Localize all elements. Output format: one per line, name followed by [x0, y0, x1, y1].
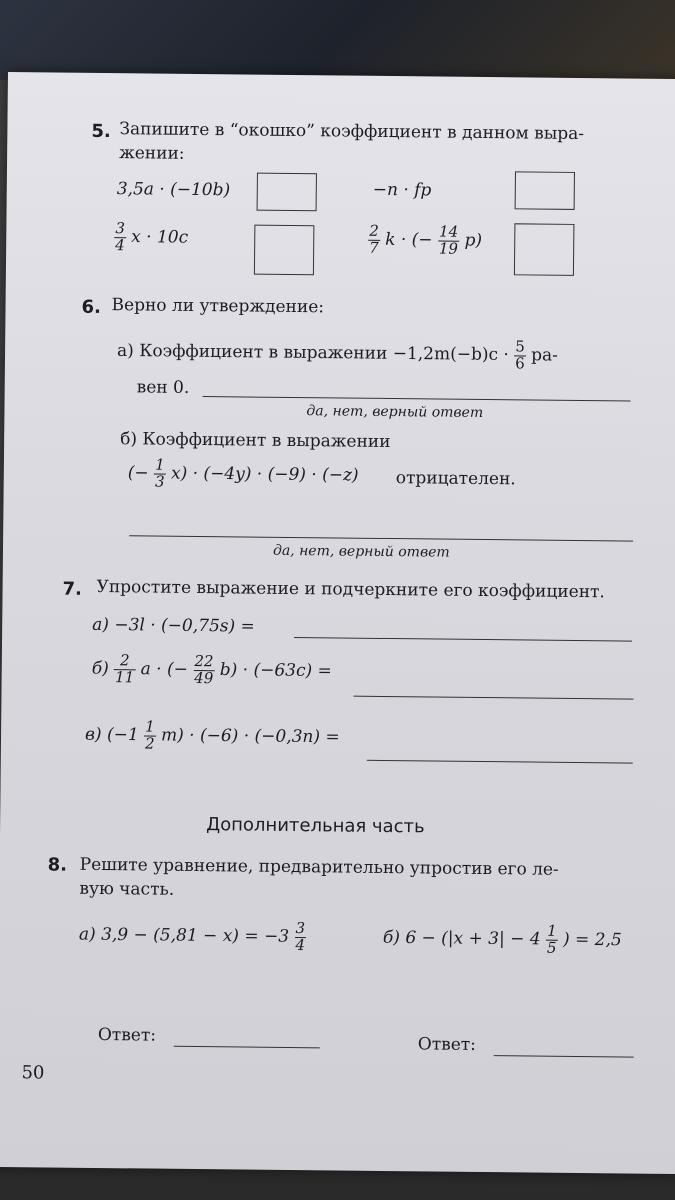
background-top [0, 0, 675, 80]
task-6b-text: б) Коэффициент в выражении [120, 429, 391, 453]
task-8-text-line2: вую часть. [79, 878, 175, 900]
task-7-title: Упростите выражение и подчеркните его коэффициент. [96, 576, 606, 603]
task-7-number: 7. [62, 578, 83, 600]
fraction-5-6: $\frac{5}{6}$ [515, 337, 525, 373]
task-7a-expression: а) −3l · (−0,75s) = [92, 614, 255, 637]
answer-box-d[interactable] [514, 223, 575, 276]
answer-line-6a[interactable] [203, 396, 631, 401]
fraction-1-2: $\frac{1}{2}$ [144, 717, 155, 753]
answer-line-7c[interactable] [367, 760, 633, 764]
task-5-text-line2: жении: [119, 143, 185, 164]
task-7b-expression: б) $\frac{2}{11}$ a · (− $\frac{22}{49}$ b) · (−63c) = [91, 651, 332, 687]
textbook-page [0, 72, 675, 1174]
fraction-22-49: $\frac{22}{49}$ [194, 651, 214, 687]
answer-label-b: Ответ: [417, 1034, 477, 1055]
answer-box-b[interactable] [515, 171, 575, 210]
answer-line-6b[interactable] [129, 535, 633, 541]
task-8b-equation: б) 6 − (|x + 3| − 4 $\frac{1}{5}$ ) = 2,5 [382, 921, 622, 957]
task-6a-line2: вен 0. [136, 377, 190, 398]
task-5-expression-d: $\frac{2}{7}$ k · (− $\frac{14}{19}$ p) [369, 221, 483, 258]
task-6b-expression: (− $\frac{1}{3}$ x) · (−4y) · (−9) · (−z) [127, 455, 359, 491]
task-5-text-line1: Запишите в “окошко” коэффициент в данном выра- [119, 119, 585, 145]
task-6a-hint: да, нет, верный ответ [306, 403, 484, 421]
fraction-14-19: $\frac{14}{19}$ [438, 222, 459, 258]
task-5-expression-c: $\frac{3}{4}$ x · 10c [115, 219, 189, 254]
fraction-1-5: $\frac{1}{5}$ [546, 921, 557, 957]
task-7c-expression: в) (−1 $\frac{1}{2}$ m) · (−6) · (−0,3n) = [84, 717, 340, 753]
answer-box-c[interactable] [254, 225, 315, 276]
answer-box-a[interactable] [257, 173, 317, 212]
answer-line-8b[interactable] [494, 1055, 634, 1057]
page-number: 50 [21, 1062, 45, 1084]
task-6b-tail: отрицателен. [395, 468, 516, 490]
task-5-number: 5. [91, 120, 111, 143]
answer-line-8a[interactable] [174, 1046, 320, 1049]
fraction-3-4: $\frac{3}{4}$ [115, 219, 126, 254]
answer-label-a: Ответ: [97, 1024, 157, 1046]
fraction-3-4-eq: $\frac{3}{4}$ [295, 919, 306, 954]
answer-line-7a[interactable] [294, 637, 632, 642]
task-8-text-line1: Решите уравнение, предварительно упростив его ле- [79, 854, 559, 880]
task-8a-equation: а) 3,9 − (5,81 − x) = −3 $\frac{3}{4}$ [78, 919, 306, 954]
fraction-1-3: $\frac{1}{3}$ [154, 455, 165, 491]
answer-line-7b[interactable] [353, 696, 633, 700]
task-5-expression-b: −n · fp [372, 179, 432, 201]
fraction-2-11: $\frac{2}{11}$ [114, 651, 135, 687]
fraction-2-7: $\frac{2}{7}$ [369, 221, 379, 257]
task-6-number: 6. [81, 296, 102, 318]
task-6-title: Верно ли утверждение: [111, 295, 325, 318]
task-6b-hint: да, нет, верный ответ [272, 542, 450, 561]
task-6a-text: а) Коэффициент в выражении −1,2m(−b)c · $\frac{5}{6}$ ра- [116, 337, 559, 373]
task-8-number: 8. [47, 854, 68, 876]
section-title: Дополнительная часть [206, 814, 425, 838]
task-5-expression-a: 3,5a · (−10b) [116, 179, 231, 201]
